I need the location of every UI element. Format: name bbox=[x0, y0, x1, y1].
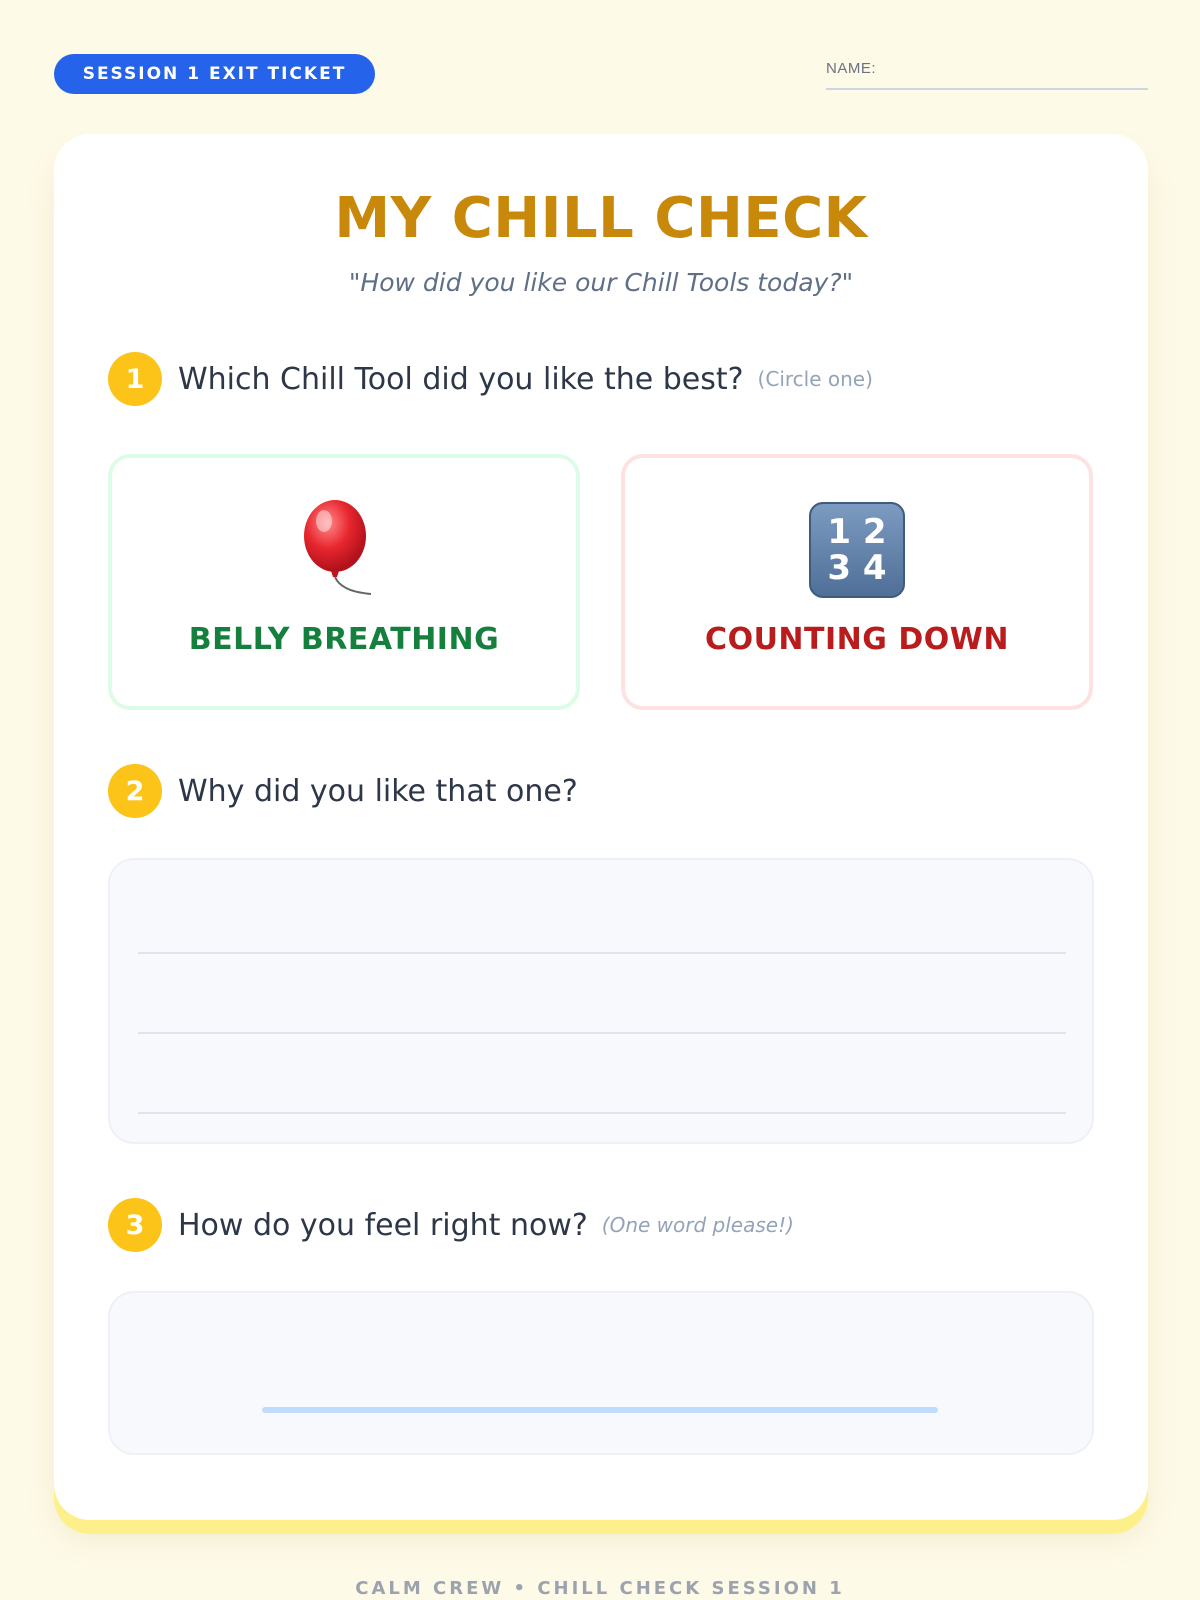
question-2 bbox=[108, 764, 578, 818]
name-label: NAME: bbox=[826, 60, 877, 77]
one-word-line bbox=[262, 1407, 938, 1413]
question-hint-1: (Circle one) bbox=[757, 367, 873, 391]
numbers-icon-top-row: 1 2 bbox=[827, 512, 887, 552]
worksheet-card bbox=[54, 134, 1148, 1520]
numbers-1234-icon bbox=[625, 498, 1089, 602]
answer-box-feeling[interactable] bbox=[108, 1291, 1094, 1455]
writing-line bbox=[138, 1032, 1066, 1034]
option-belly-breathing[interactable] bbox=[108, 454, 580, 710]
page-subtitle: "How did you like our Chill Tools today?" bbox=[348, 268, 854, 297]
option-label-belly-breathing: BELLY BREATHING bbox=[188, 622, 500, 657]
answer-box-why[interactable] bbox=[108, 858, 1094, 1144]
session-badge: SESSION 1 EXIT TICKET bbox=[54, 54, 375, 94]
option-counting-down[interactable] bbox=[621, 454, 1093, 710]
page-title: MY CHILL CHECK bbox=[334, 186, 868, 251]
question-number-2: 2 bbox=[108, 764, 162, 818]
question-text-1: Which Chill Tool did you like the best? bbox=[178, 361, 744, 397]
question-text-3: How do you feel right now? bbox=[178, 1207, 588, 1243]
top-bar bbox=[0, 0, 1200, 130]
numbers-icon-bottom-row: 3 4 bbox=[827, 548, 887, 588]
question-number-3: 3 bbox=[108, 1198, 162, 1252]
name-field[interactable] bbox=[826, 58, 1148, 90]
writing-line bbox=[138, 1112, 1066, 1114]
question-text-2: Why did you like that one? bbox=[178, 773, 578, 809]
option-label-counting-down: COUNTING DOWN bbox=[705, 622, 1009, 657]
writing-line bbox=[138, 952, 1066, 954]
balloon-icon bbox=[112, 498, 576, 602]
footer: CALM CREW • CHILL CHECK SESSION 1 bbox=[355, 1578, 845, 1599]
question-1 bbox=[108, 352, 873, 406]
question-3 bbox=[108, 1198, 794, 1252]
question-hint-3: (One word please!) bbox=[601, 1213, 794, 1237]
question-number-1: 1 bbox=[108, 352, 162, 406]
